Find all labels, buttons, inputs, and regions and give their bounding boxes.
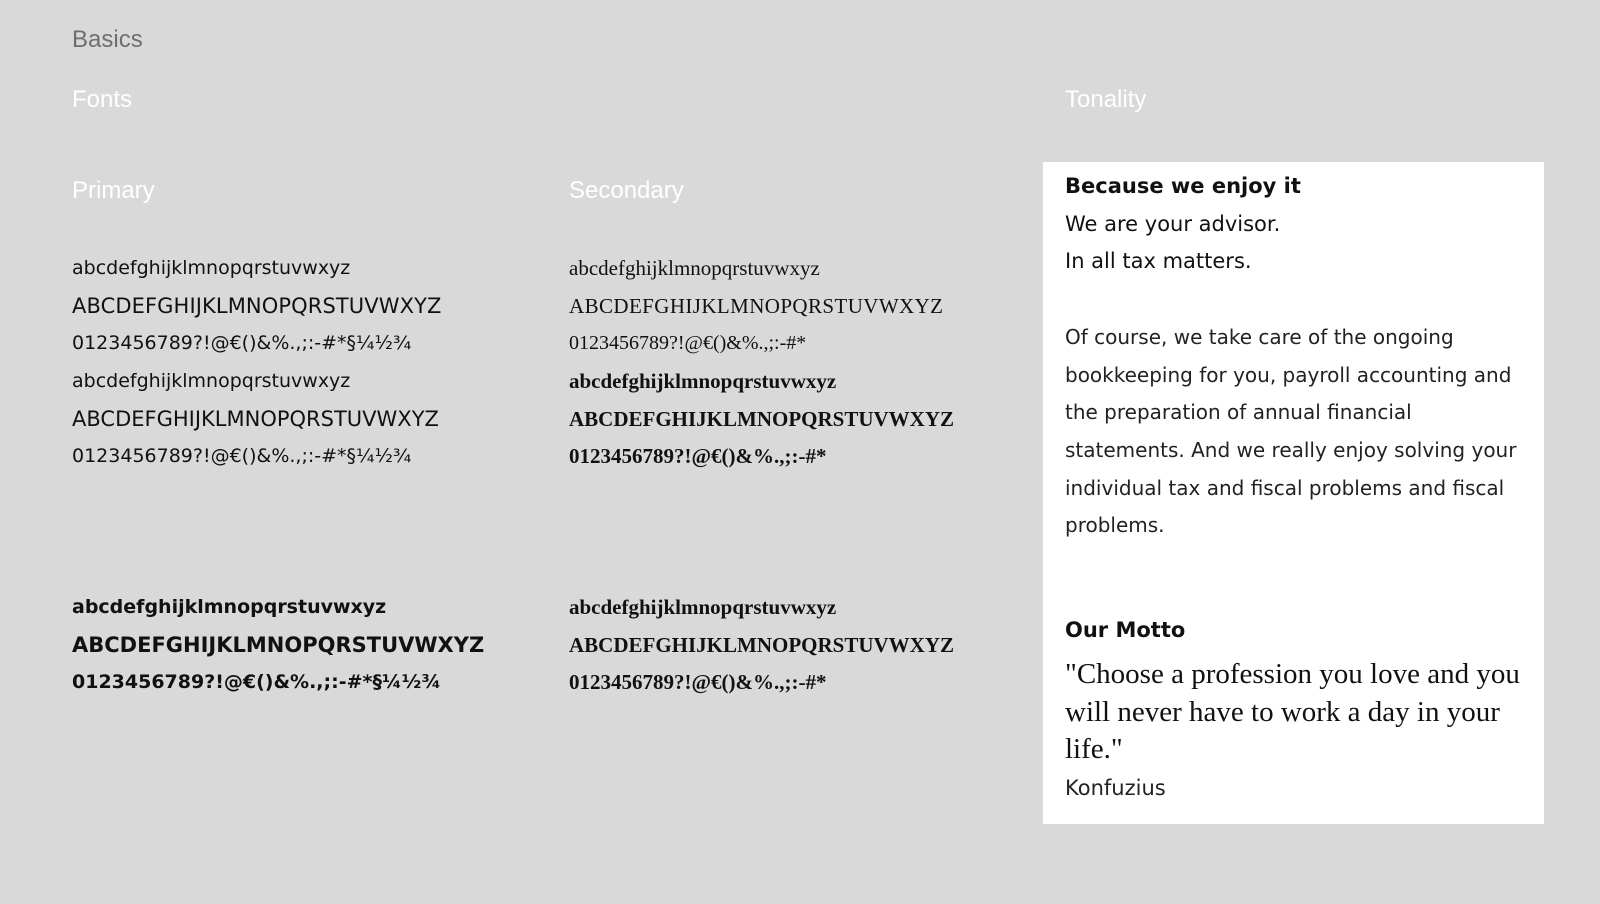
- page-label: Basics: [72, 26, 143, 53]
- secondary-medium-lowercase: abcdefghijklmnopqrstuvwxyz: [569, 369, 837, 393]
- claim-line-1: We are your advisor.: [1065, 211, 1281, 236]
- secondary-regular-lowercase: abcdefghijklmnopqrstuvwxyz: [569, 256, 820, 280]
- secondary-medium-specimen: [569, 363, 954, 476]
- secondary-bold-lowercase: abcdefghijklmnopqrstuvwxyz: [569, 595, 837, 619]
- secondary-bold-uppercase: ABCDEFGHIJKLMNOPQRSTUVWXYZ: [569, 632, 955, 657]
- secondary-bold-specimen: [569, 589, 954, 702]
- primary-heading: Primary: [72, 177, 155, 204]
- secondary-medium-uppercase: ABCDEFGHIJKLMNOPQRSTUVWXYZ: [569, 406, 955, 431]
- primary-medium-uppercase: ABCDEFGHIJKLMNOPQRSTUVWXYZ: [72, 406, 439, 431]
- secondary-medium-numbers: 0123456789?!@€()&%.,;:-#*: [569, 444, 827, 469]
- primary-regular-uppercase: ABCDEFGHIJKLMNOPQRSTUVWXYZ: [72, 293, 442, 318]
- primary-regular-numbers: 0123456789?!@€()&%.,;:-#*§¼½¾: [72, 332, 412, 355]
- tonality-heading: Tonality: [1065, 86, 1147, 113]
- primary-bold-uppercase: ABCDEFGHIJKLMNOPQRSTUVWXYZ: [72, 632, 485, 657]
- primary-medium-numbers: 0123456789?!@€()&%.,;:-#*§¼½¾: [72, 445, 412, 468]
- primary-regular-specimen: [72, 250, 442, 363]
- primary-regular-lowercase: abcdefghijklmnopqrstuvwxyz: [72, 257, 351, 279]
- motto-quote: "Choose a profession you love and you will never have to work a day in your life.": [1065, 658, 1520, 766]
- claim-title: Because we enjoy it: [1065, 174, 1301, 198]
- secondary-heading: Secondary: [569, 177, 684, 204]
- primary-medium-specimen: [72, 363, 439, 476]
- secondary-bold-numbers: 0123456789?!@€()&%.,;:-#*: [569, 670, 827, 695]
- tonality-card: [1043, 162, 1544, 824]
- claim-line-2: In all tax matters.: [1065, 249, 1252, 274]
- primary-bold-specimen: [72, 589, 484, 702]
- primary-medium-lowercase: abcdefghijklmnopqrstuvwxyz: [72, 370, 351, 392]
- body-copy: Of course, we take care of the ongoing bookkeeping for you, payroll accounting and the preparation of annual financial statements. And we really enjoy solving your individual tax and fiscal problems and fiscal problems.: [1065, 324, 1517, 538]
- secondary-regular-numbers: 0123456789?!@€()&%.,;:-#*: [569, 332, 807, 355]
- primary-bold-lowercase: abcdefghijklmnopqrstuvwxyz: [72, 596, 387, 618]
- fonts-heading: Fonts: [72, 86, 133, 113]
- secondary-regular-uppercase: ABCDEFGHIJKLMNOPQRSTUVWXYZ: [569, 293, 944, 318]
- motto-author: Konfuzius: [1065, 776, 1166, 800]
- motto-title: Our Motto: [1065, 618, 1186, 642]
- secondary-regular-specimen: [569, 250, 943, 363]
- primary-bold-numbers: 0123456789?!@€()&%.,;:-#*§¼½¾: [72, 671, 441, 694]
